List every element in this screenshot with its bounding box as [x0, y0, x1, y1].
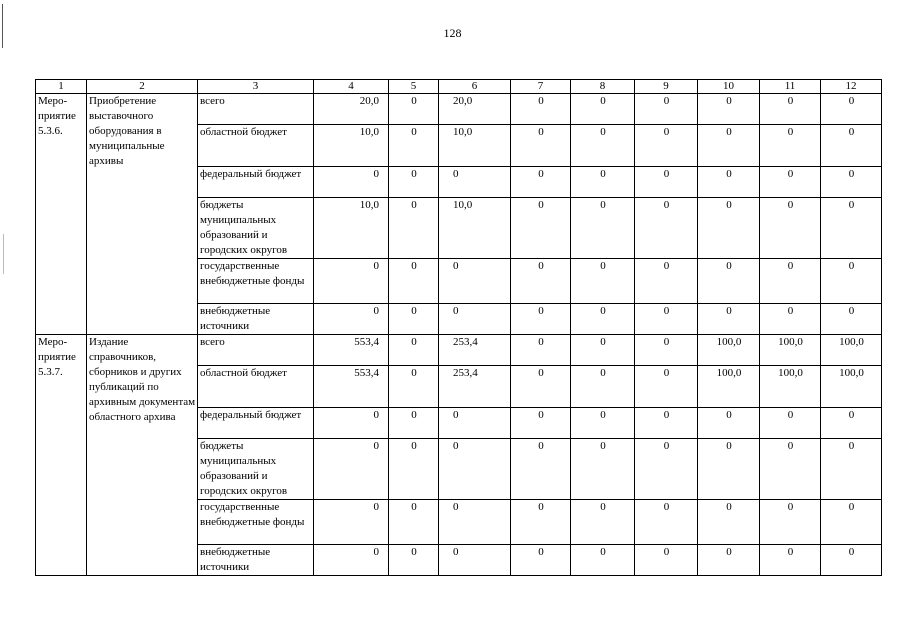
col-header: 1 [36, 80, 87, 94]
value-cell: 0 [760, 500, 821, 545]
value-cell: 0 [314, 545, 389, 576]
value-cell: 0 [698, 125, 760, 167]
value-cell: 0 [439, 259, 511, 304]
value-cell: 20,0 [439, 94, 511, 125]
value-cell: 0 [511, 439, 571, 500]
measure-name: Издание справочников, сборников и других публикаций по архивным документам областного архива [87, 335, 198, 576]
col-header: 6 [439, 80, 511, 94]
col-header: 10 [698, 80, 760, 94]
value-cell: 0 [571, 545, 635, 576]
value-cell: 0 [635, 439, 698, 500]
value-cell: 0 [389, 408, 439, 439]
value-cell: 0 [821, 125, 882, 167]
value-cell: 0 [314, 408, 389, 439]
value-cell: 0 [821, 259, 882, 304]
value-cell: 100,0 [760, 366, 821, 408]
value-cell: 0 [821, 500, 882, 545]
funding-source-label: областной бюджет [198, 125, 314, 167]
value-cell: 0 [314, 167, 389, 198]
funding-source-label: внебюджетные источники [198, 545, 314, 576]
value-cell: 0 [571, 335, 635, 366]
value-cell: 0 [571, 125, 635, 167]
value-cell: 0 [698, 167, 760, 198]
value-cell: 100,0 [698, 335, 760, 366]
value-cell: 0 [760, 94, 821, 125]
measure-code: Меро-приятие 5.3.7. [36, 335, 87, 576]
value-cell: 0 [635, 198, 698, 259]
value-cell: 0 [760, 167, 821, 198]
value-cell: 100,0 [760, 335, 821, 366]
value-cell: 10,0 [314, 125, 389, 167]
value-cell: 553,4 [314, 335, 389, 366]
value-cell: 553,4 [314, 366, 389, 408]
funding-source-label: всего [198, 94, 314, 125]
value-cell: 0 [821, 198, 882, 259]
value-cell: 0 [389, 439, 439, 500]
value-cell: 10,0 [439, 125, 511, 167]
value-cell: 0 [821, 167, 882, 198]
funding-source-label: федеральный бюджет [198, 408, 314, 439]
value-cell: 0 [698, 408, 760, 439]
measure-name: Приобретение выставочного оборудования в муниципальные архивы [87, 94, 198, 335]
value-cell: 0 [314, 500, 389, 545]
value-cell: 253,4 [439, 366, 511, 408]
value-cell: 0 [439, 500, 511, 545]
table-row [36, 94, 882, 125]
value-cell: 0 [760, 304, 821, 335]
value-cell: 0 [635, 366, 698, 408]
value-cell: 0 [635, 125, 698, 167]
value-cell: 0 [439, 304, 511, 335]
value-cell: 0 [511, 500, 571, 545]
value-cell: 0 [571, 366, 635, 408]
value-cell: 0 [389, 500, 439, 545]
value-cell: 0 [511, 198, 571, 259]
col-header: 4 [314, 80, 389, 94]
value-cell: 0 [760, 198, 821, 259]
value-cell: 0 [635, 408, 698, 439]
value-cell: 10,0 [439, 198, 511, 259]
value-cell: 0 [635, 545, 698, 576]
value-cell: 0 [571, 439, 635, 500]
value-cell: 20,0 [314, 94, 389, 125]
value-cell: 100,0 [821, 335, 882, 366]
measure-code: Меро-приятие 5.3.6. [36, 94, 87, 335]
value-cell: 100,0 [821, 366, 882, 408]
value-cell: 0 [511, 408, 571, 439]
value-cell: 0 [571, 94, 635, 125]
budget-table [35, 79, 882, 576]
value-cell: 10,0 [314, 198, 389, 259]
value-cell: 0 [389, 304, 439, 335]
col-header: 12 [821, 80, 882, 94]
column-number-row [36, 80, 882, 94]
value-cell: 0 [511, 94, 571, 125]
value-cell: 0 [698, 94, 760, 125]
value-cell: 0 [698, 304, 760, 335]
value-cell: 0 [698, 259, 760, 304]
value-cell: 0 [698, 545, 760, 576]
funding-source-label: государственные внебюджетные фонды [198, 259, 314, 304]
value-cell: 0 [635, 259, 698, 304]
value-cell: 253,4 [439, 335, 511, 366]
value-cell: 0 [511, 545, 571, 576]
funding-source-label: областной бюджет [198, 366, 314, 408]
value-cell: 0 [760, 259, 821, 304]
col-header: 9 [635, 80, 698, 94]
value-cell: 0 [389, 259, 439, 304]
value-cell: 0 [314, 304, 389, 335]
value-cell: 0 [698, 198, 760, 259]
funding-source-label: бюджеты муниципальных образований и городских округов [198, 439, 314, 500]
value-cell: 0 [760, 439, 821, 500]
value-cell: 0 [698, 439, 760, 500]
value-cell: 0 [635, 335, 698, 366]
value-cell: 0 [389, 94, 439, 125]
funding-source-label: федеральный бюджет [198, 167, 314, 198]
value-cell: 0 [389, 167, 439, 198]
funding-source-label: государственные внебюджетные фонды [198, 500, 314, 545]
value-cell: 0 [635, 304, 698, 335]
col-header: 7 [511, 80, 571, 94]
value-cell: 100,0 [698, 366, 760, 408]
value-cell: 0 [389, 198, 439, 259]
value-cell: 0 [821, 304, 882, 335]
col-header: 11 [760, 80, 821, 94]
value-cell: 0 [389, 545, 439, 576]
value-cell: 0 [821, 94, 882, 125]
value-cell: 0 [511, 335, 571, 366]
col-header: 5 [389, 80, 439, 94]
value-cell: 0 [439, 167, 511, 198]
value-cell: 0 [439, 439, 511, 500]
funding-source-label: бюджеты муниципальных образований и городских округов [198, 198, 314, 259]
funding-source-label: внебюджетные источники [198, 304, 314, 335]
value-cell: 0 [821, 545, 882, 576]
value-cell: 0 [511, 167, 571, 198]
value-cell: 0 [389, 366, 439, 408]
value-cell: 0 [511, 366, 571, 408]
value-cell: 0 [511, 259, 571, 304]
value-cell: 0 [635, 500, 698, 545]
col-header: 3 [198, 80, 314, 94]
value-cell: 0 [821, 408, 882, 439]
value-cell: 0 [760, 545, 821, 576]
value-cell: 0 [760, 125, 821, 167]
value-cell: 0 [635, 167, 698, 198]
value-cell: 0 [314, 259, 389, 304]
value-cell: 0 [439, 545, 511, 576]
value-cell: 0 [571, 500, 635, 545]
value-cell: 0 [511, 304, 571, 335]
value-cell: 0 [439, 408, 511, 439]
col-header: 8 [571, 80, 635, 94]
value-cell: 0 [389, 125, 439, 167]
value-cell: 0 [698, 500, 760, 545]
value-cell: 0 [821, 439, 882, 500]
table-row [36, 335, 882, 366]
value-cell: 0 [571, 259, 635, 304]
value-cell: 0 [511, 125, 571, 167]
value-cell: 0 [571, 304, 635, 335]
value-cell: 0 [760, 408, 821, 439]
page-number: 128 [443, 26, 462, 40]
col-header: 2 [87, 80, 198, 94]
margin-mark [3, 234, 4, 274]
funding-source-label: всего [198, 335, 314, 366]
value-cell: 0 [314, 439, 389, 500]
value-cell: 0 [635, 94, 698, 125]
value-cell: 0 [389, 335, 439, 366]
value-cell: 0 [571, 167, 635, 198]
value-cell: 0 [571, 408, 635, 439]
value-cell: 0 [571, 198, 635, 259]
